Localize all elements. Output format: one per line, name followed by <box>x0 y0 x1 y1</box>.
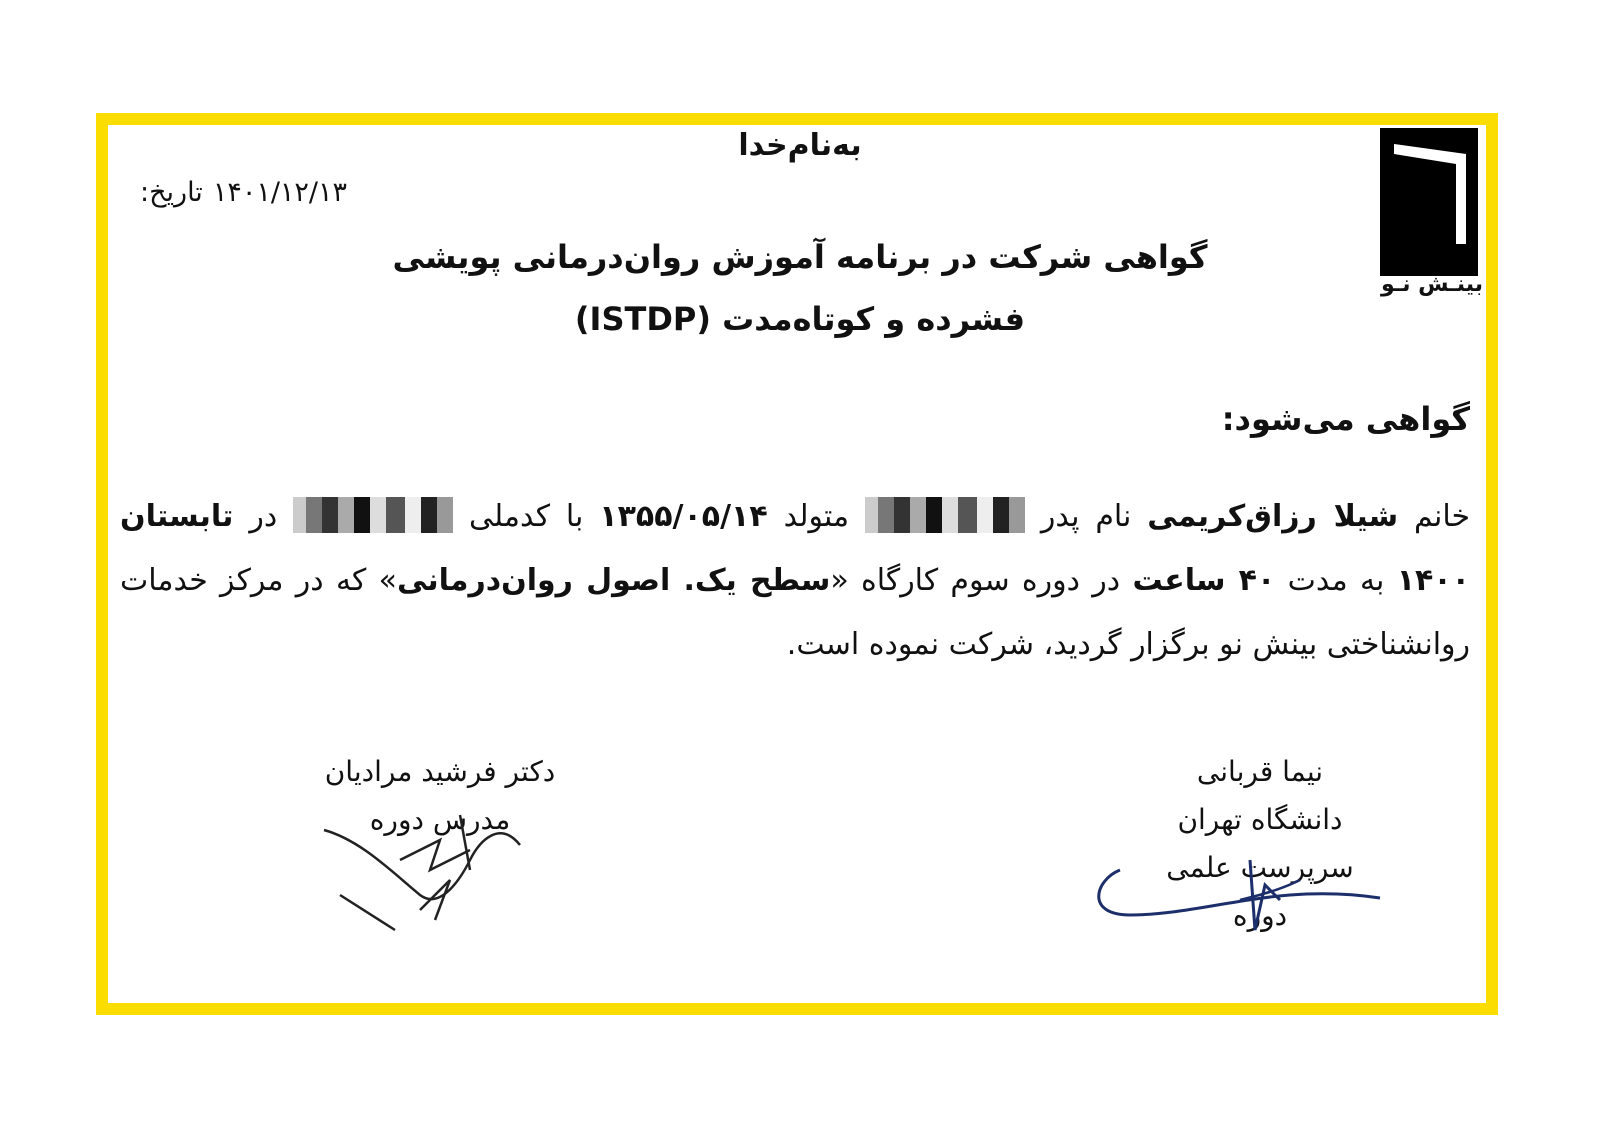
recipient-name: شیلا رزاق‌کریمی <box>1147 499 1399 534</box>
body-text-4: با کدملی <box>468 499 584 534</box>
body-text-5: در <box>249 499 278 534</box>
supervisor-signature-icon <box>1090 840 1390 940</box>
certificate-body <box>120 485 1470 677</box>
date-value: ۱۴۰۱/۱۲/۱۳ <box>212 176 348 208</box>
supervisor-affiliation: دانشگاه تهران <box>1177 803 1343 836</box>
birth-date: ۱۳۵۵/۰۵/۱۴ <box>599 499 768 534</box>
certificate-title-line2: فشرده و کوتاه‌مدت (ISTDP) <box>574 300 1026 338</box>
workshop-name: سطح یک. اصول روان‌درمانی <box>396 563 831 598</box>
body-text-6: به مدت <box>1287 563 1385 598</box>
date-label: تاریخ: <box>140 176 203 208</box>
body-text-3: متولد <box>783 499 850 534</box>
certify-heading: گواهی می‌شود: <box>1221 400 1470 438</box>
body-text-7: در دوره سوم کارگاه « <box>830 563 1121 598</box>
supervisor-role: سرپرست علمی دوره <box>1166 851 1354 932</box>
basmala-heading: به‌نام‌خدا <box>738 128 862 163</box>
date-line <box>140 172 380 212</box>
supervisor-name: نیما قربانی <box>1196 755 1324 788</box>
body-text-1: خانم <box>1414 499 1471 534</box>
instructor-role: مدرس دوره <box>369 803 511 836</box>
body-text-8: » که در مرکز خدمات روانشناختی بینش نو برگزار گردید، شرکت نموده است. <box>120 563 1470 662</box>
certificate-title-line1: گواهی شرکت در برنامه آموزش روان‌درمانی پویشی <box>392 238 1208 276</box>
body-text-2: نام پدر <box>1040 499 1132 534</box>
redacted-father-name <box>865 497 1025 533</box>
logo-caption: بینـش نـو <box>1380 272 1484 297</box>
instructor-signature-icon <box>320 800 540 940</box>
course-season: تابستان ۱۴۰۰ <box>120 499 1470 598</box>
redacted-national-id <box>293 497 453 533</box>
instructor-name: دکتر فرشید مرادیان <box>324 755 556 788</box>
course-hours: ۴۰ ساعت <box>1132 563 1276 598</box>
